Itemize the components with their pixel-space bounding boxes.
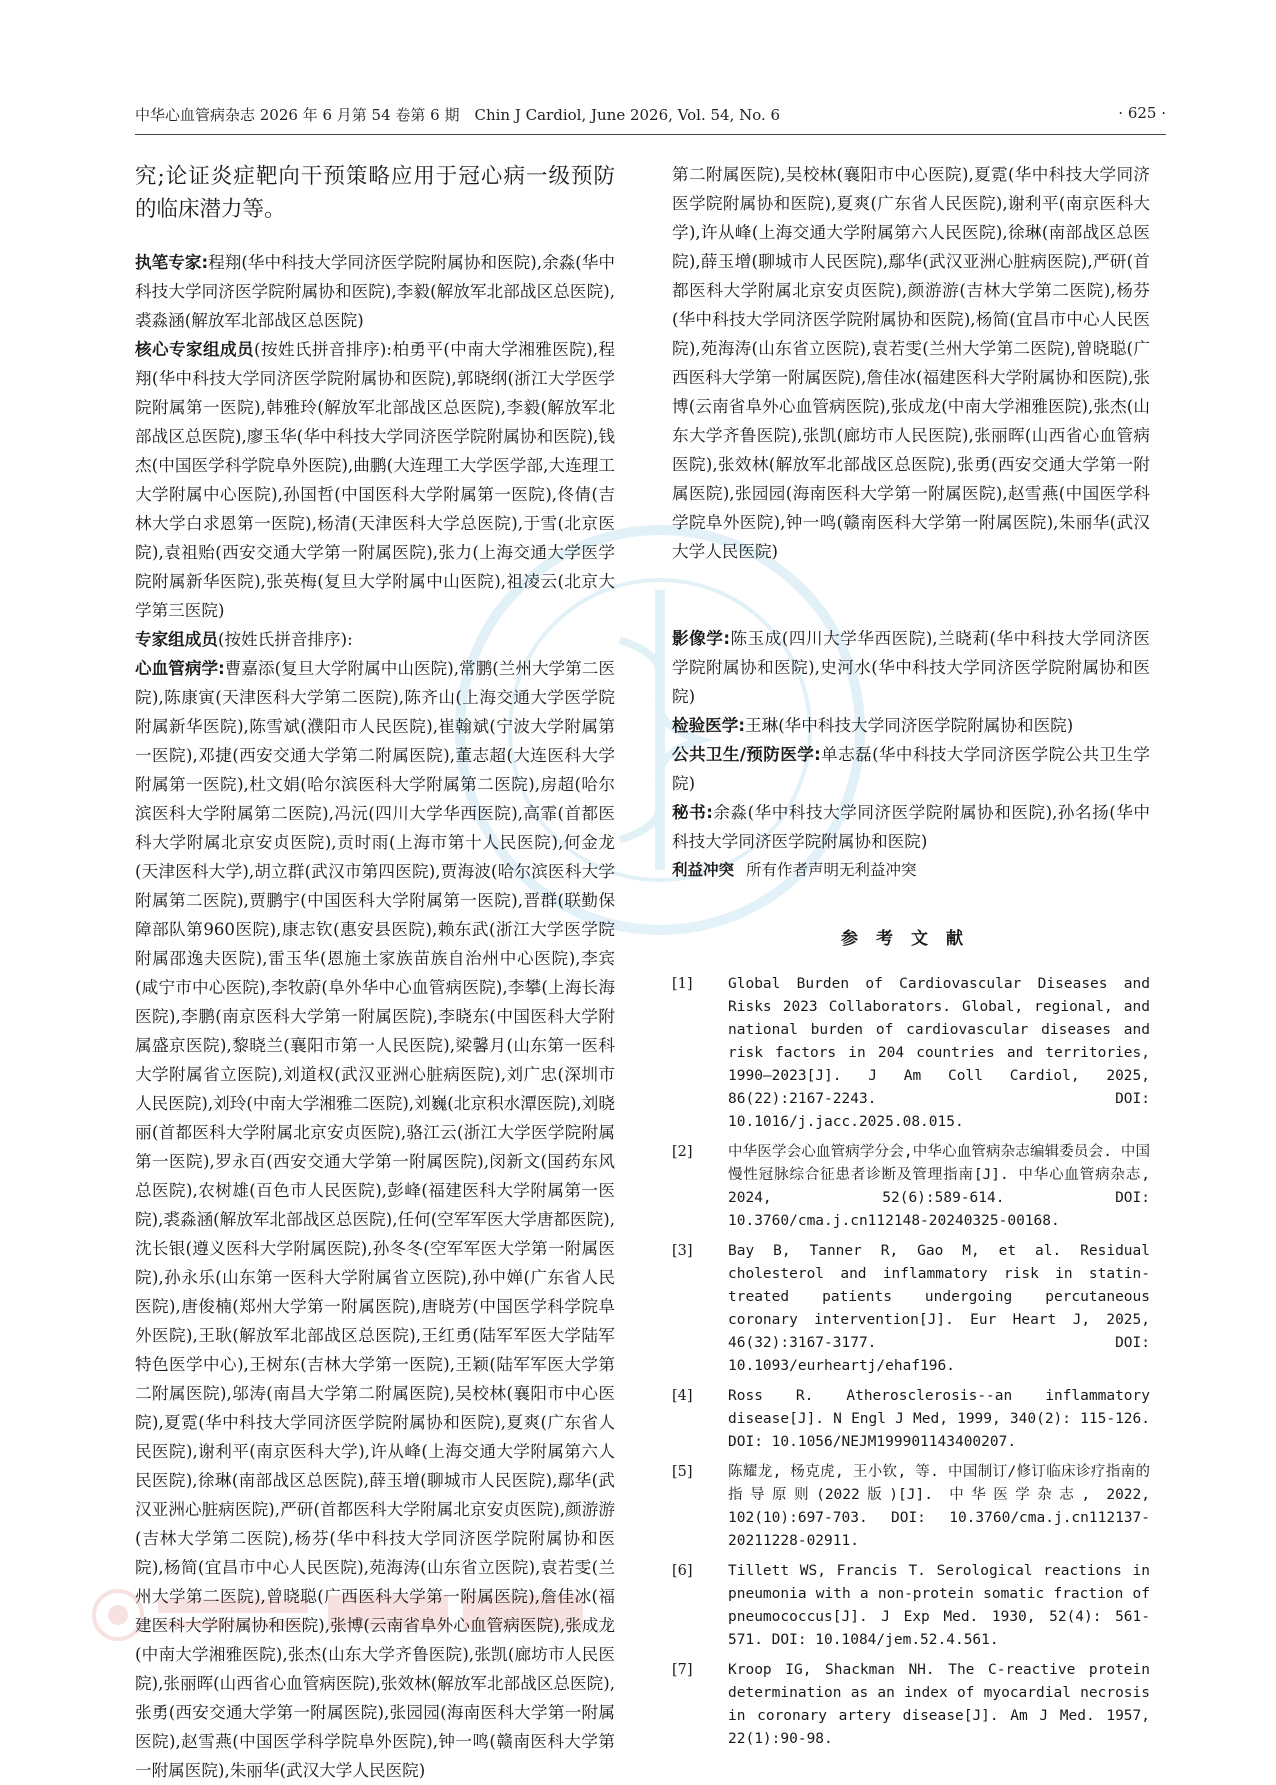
imaging-text: 陈玉成(四川大学华西医院),兰晓莉(华中科技大学同济医学院附属协和医院),史河水(华中科技大学同济医学院附属协和医院) — [672, 629, 1150, 706]
reference-item — [672, 1461, 1150, 1553]
core-experts-note: (按姓氏拼音排序): — [254, 340, 392, 359]
cardiology-text: 曹嘉添(复旦大学附属中山医院),常鹏(兰州大学第二医院),陈康寅(天津医科大学第二医院),陈齐山(上海交通大学医学院附属新华医院),陈雪斌(濮阳市人民医院),崔翰斌(宁波大学附属第一医院),邓捷(西安交通大学第二附属医院),董志超(大连医科大学附属第一医院),杜文娟(哈尔滨医科大学附属第二医院),房超(哈尔滨医科大学附属第二医院),冯沅(四川大学华西医院),高霏(首都医科大学附属北京安贞医院),贡时雨(上海市第十人民医院),何金龙(天津医科大学),胡立群(武汉市第四医院),贾海波(哈尔滨医科大学附属第二医院),贾鹏宇(中国医科大学附属第一医院),晋群(联勤保障部队第960医院),康志钦(惠安县医院),赖东武(浙江大学医学院附属邵逸夫医院),雷玉华(恩施土家族苗族自治州中心医院),李宾(咸宁市中心医院),李牧蔚(阜外华中心血管病医院),李攀(上海长海医院),李鹏(南京医科大学第一附属医院),李晓东(中国医科大学附属盛京医院),黎晓兰(襄阳市第一人民医院),梁馨月(山东第一医科大学附属省立医院),刘道权(武汉亚洲心脏病医院),刘广忠(深圳市人民医院),刘玲(中南大学湘雅二医院),刘巍(北京积水潭医院),刘晓丽(首都医科大学附属北京安贞医院),骆江云(浙江大学医学院附属第一医院),罗永百(西安交通大学第一附属医院),闵新文(国药东风总医院),农树雄(百色市人民医院),彭峰(福建医科大学附属第一医院),裘淼涵(解放军北部战区总医院),任何(空军军医大学唐都医院),沈长银(遵义医科大学附属医院),孙冬冬(空军军医大学第一附属医院),孙永乐(山东第一医科大学附属省立医院),孙中婵(广东省人民医院),唐俊楠(郑州大学第一附属医院),唐晓芳(中国医学科学院阜外医院),王耿(解放军北部战区总医院),王红勇(陆军军医大学陆军特色医学中心),王树东(吉林大学第一医院),王颖(陆军军医大学第二附属医院),邬涛(南昌大学第二附属医院),吴校林(襄阳市中心医院),夏霓(华中科技大学同济医学院附属协和医院),夏爽(广东省人民医院),谢利平(南京医科大学),许从峰(上海交通大学附属第六人民医院),徐琳(南部战区总医院),薛玉增(聊城市人民医院),鄢华(武汉亚洲心脏病医院),严研(首都医科大学附属北京安贞医院),颜游游(吉林大学第二医院),杨芬(华中科技大学同济医学院附属协和医院),杨简(宜昌市中心人民医院),苑海涛(山东省立医院),袁若雯(兰州大学第二医院),曾晓聪(广西医科大学第一附属医院),詹佳冰(福建医科大学附属协和医院),张博(云南省阜外心血管病医院),张成龙(中南大学湘雅医院),张杰(山东大学齐鲁医院),张凯(廊坊市人民医院),张丽晖(山西省心血管病医院),张效林(解放军北部战区总医院),张勇(西安交通大学第一附属医院),张园园(海南医科大学第一附属医院),赵雪燕(中国医学科学院阜外医院),钟一鸣(赣南医科大学第一附属医院),朱丽华(武汉大学人民医院) — [135, 659, 615, 1780]
reference-number: [2] — [672, 1144, 693, 1160]
reference-text: Global Burden of Cardiovascular Diseases and Risks 2023 Collaborators. Global, regional, and national burden of cardiovascular diseases and risk factors in 204 countries and territories, 1990–2023[J]. J Am Coll Cardiol, 2025, 86(22):2167-2243. DOI: 10.1016/j.jacc.2025.08.015. — [728, 976, 1150, 1130]
reference-list — [672, 973, 1150, 1751]
reference-text: 陈耀龙, 杨克虎, 王小钦, 等. 中国制订/修订临床诊疗指南的指导原则(2022版)[J]. 中华医学杂志, 2022, 102(10):697-703. DOI: 10.3760/cma.j.cn112137-20211228-02911. — [728, 1464, 1150, 1549]
public-health-experts — [672, 740, 1150, 798]
references-title: 参考文献 — [841, 929, 981, 949]
cardiology-text-continued: 第二附属医院),吴校林(襄阳市中心医院),夏霓(华中科技大学同济医学院附属协和医院),夏爽(广东省人民医院),谢利平(南京医科大学),许从峰(上海交通大学附属第六人民医院),徐琳(南部战区总医院),薛玉增(聊城市人民医院),鄢华(武汉亚洲心脏病医院),严研(首都医科大学附属北京安贞医院),颜游游(吉林大学第二医院),杨芬(华中科技大学同济医学院附属协和医院),杨简(宜昌市中心人民医院),苑海涛(山东省立医院),袁若雯(兰州大学第二医院),曾晓聪(广西医科大学第一附属医院),詹佳冰(福建医科大学附属协和医院),张博(云南省阜外心血管病医院),张成龙(中南大学湘雅医院),张杰(山东大学齐鲁医院),张凯(廊坊市人民医院),张丽晖(山西省心血管病医院),张效林(解放军北部战区总医院),张勇(西安交通大学第一附属医院),张园园(海南医科大学第一附属医院),赵雪燕(中国医学科学院阜外医院),钟一鸣(赣南医科大学第一附属医院),朱丽华(武汉大学人民医院) — [672, 165, 1151, 561]
reference-text: Ross R. Atherosclerosis--an inflammatory disease[J]. N Engl J Med, 1999, 340(2): 115-126. DOI: 10.1056/NEJM199901143400207. — [728, 1388, 1150, 1450]
cardiology-experts — [135, 654, 615, 1780]
journal-citation: 中华心血管病杂志 2026 年 6 月第 54 卷第 6 期 Chin J Cardiol, June 2026, Vol. 54, No. 6 — [135, 106, 781, 124]
reference-text: Tillett WS, Francis T. Serological reactions in pneumonia with a non-protein somatic fraction of pneumococcus[J]. J Exp Med. 1930, 52(4): 561-571. DOI: 10.1084/jem.52.4.561. — [728, 1563, 1150, 1648]
secretaries-label: 秘书: — [672, 803, 713, 822]
conflict-of-interest — [672, 856, 1150, 884]
right-column — [672, 160, 1150, 1758]
reference-number: [6] — [672, 1563, 693, 1579]
lab-text: 王琳(华中科技大学同济医学院附属协和医院) — [745, 716, 1074, 735]
core-experts — [135, 335, 615, 625]
reference-item — [672, 1560, 1150, 1652]
reference-number: [3] — [672, 1243, 693, 1259]
secretaries-text: 余淼(华中科技大学同济医学院附属协和医院),孙名扬(华中科技大学同济医学院附属协和医院) — [672, 803, 1150, 851]
running-header — [135, 104, 1166, 135]
secretaries — [672, 798, 1150, 856]
lab-label: 检验医学: — [672, 716, 746, 735]
public-health-label: 公共卫生/预防医学: — [672, 745, 821, 764]
coi-text: 所有作者声明无利益冲突 — [746, 861, 917, 879]
expert-group-label: 专家组成员 — [135, 630, 218, 649]
imaging-label: 影像学: — [672, 629, 730, 648]
coi-label: 利益冲突 — [672, 861, 735, 879]
writing-experts-label: 执笔专家: — [135, 253, 209, 272]
expert-group-note: (按姓氏拼音排序): — [217, 630, 353, 649]
reference-number: [7] — [672, 1662, 693, 1678]
reference-text: Kroop IG, Shackman NH. The C-reactive protein determination as an index of myocardial necrosis in coronary artery disease[J]. Am J Med. 1957, 22(1):90-98. — [728, 1662, 1150, 1747]
expert-group — [135, 625, 615, 654]
core-experts-label: 核心专家组成员 — [135, 340, 254, 359]
core-experts-text: 柏勇平(中南大学湘雅医院),程翔(华中科技大学同济医学院附属协和医院),郭晓纲(浙江大学医学院附属第一医院),韩雅玲(解放军北部战区总医院),李毅(解放军北部战区总医院),廖玉华(华中科技大学同济医学院附属协和医院),钱杰(中国医学科学院阜外医院),曲鹏(大连理工大学医学部,大连理工大学附属中心医院),孙国哲(中国医科大学附属第一医院),佟倩(吉林大学白求恩第一医院),杨清(天津医科大学总医院),于雪(北京医院),袁祖贻(西安交通大学第一附属医院),张力(上海交通大学医学院附属新华医院),张英梅(复旦大学附属中山医院),祖凌云(北京大学第三医院) — [135, 340, 615, 620]
left-column — [135, 160, 616, 1780]
cardiology-experts-cont — [672, 160, 1150, 624]
reference-item — [672, 1659, 1150, 1751]
intro-paragraph: 究;论证炎症靶向干预策略应用于冠心病一级预防的临床潜力等。 — [135, 164, 615, 222]
page-number: · 625 · — [1118, 104, 1166, 122]
reference-text: 中华医学会心血管病学分会,中华心血管病杂志编辑委员会. 中国慢性冠脉综合征患者诊断及管理指南[J]. 中华心血管病杂志, 2024, 52(6):589-614. DOI: 10.3760/cma.j.cn112148-20240325-00168. — [728, 1144, 1150, 1229]
imaging-experts — [672, 624, 1150, 711]
lab-experts — [672, 711, 1150, 740]
reference-number: [1] — [672, 976, 693, 992]
cardiology-label: 心血管病学: — [135, 659, 225, 678]
writing-experts — [135, 248, 615, 335]
reference-item — [672, 973, 1150, 1134]
reference-item — [672, 1385, 1150, 1454]
reference-text: Bay B, Tanner R, Gao M, et al. Residual cholesterol and inflammatory risk in statin-treated patients undergoing percutaneous coronary intervention[J]. Eur Heart J, 2025, 46(32):3167-3177. DOI: 10.1093/eurheartj/ehaf196. — [728, 1243, 1150, 1374]
reference-item — [672, 1141, 1150, 1233]
reference-item — [672, 1240, 1150, 1378]
reference-number: [5] — [672, 1464, 693, 1480]
public-health-text: 单志磊(华中科技大学同济医学院公共卫生学院) — [672, 745, 1150, 793]
reference-number: [4] — [672, 1388, 693, 1404]
writing-experts-text: 程翔(华中科技大学同济医学院附属协和医院),余淼(华中科技大学同济医学院附属协和医院),李毅(解放军北部战区总医院),裘淼涵(解放军北部战区总医院) — [135, 253, 616, 330]
